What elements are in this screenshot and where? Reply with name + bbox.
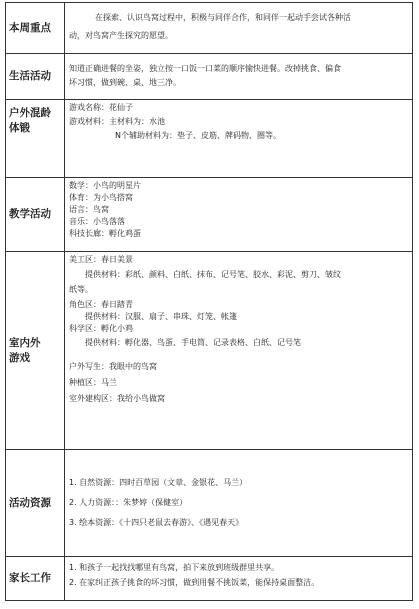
label-weekly-focus [6, 3, 65, 54]
spacer [69, 349, 409, 361]
label-games-line1: 室内外 [9, 336, 41, 349]
row-weekly-focus [6, 3, 413, 54]
row-games [6, 252, 413, 450]
outdoor-aux-material: N个辅助材料为：垫子、皮筋、牌码物、圈等。 [115, 131, 281, 140]
games-science-materials: 提供材料：孵化器、鸟蛋、手电筒、记录表格、白纸、记号笔 [85, 338, 301, 347]
weekly-plan-document [5, 2, 413, 606]
games-art-materials-1: 提供材料：彩纸、颜料、白纸、抹布、记号笔、胶水、彩泥、剪刀、皱纹 [85, 270, 341, 279]
label-text: 生活活动 [9, 70, 51, 82]
focus-line-2: 动，对鸟窝产生探究的愿望。 [69, 31, 173, 40]
content-games [65, 252, 413, 450]
weekly-plan-table [5, 2, 413, 601]
label-text: 家长工作 [9, 572, 51, 584]
games-role-materials: 提供材料：汉服、扇子、串珠、灯笼、帐篷 [85, 312, 237, 321]
games-planting-area: 种植区：马兰 [69, 378, 117, 387]
outdoor-game-name: 游戏名称：花仙子 [69, 103, 133, 112]
spacer [69, 509, 409, 517]
label-outdoor-line1: 户外混龄 [9, 107, 51, 119]
content-outdoor [65, 100, 413, 178]
label-text: 本周重点 [9, 21, 51, 34]
label-life-activity [6, 54, 65, 100]
label-outdoor-line2: 体锻 [9, 122, 30, 134]
resource-item: 3. 绘本资源：《十四只老鼠去春游》、《遇见春天》 [69, 518, 244, 527]
row-family [6, 557, 413, 601]
teaching-item: 语言：鸟窝 [69, 205, 109, 214]
content-weekly-focus [65, 3, 413, 54]
games-outdoor-sketch: 户外写生：我眼中的鸟窝 [69, 362, 157, 371]
label-text: 活动资源 [9, 496, 51, 509]
teaching-item: 科技长廊：孵化鸡蛋 [69, 229, 141, 238]
games-role-area: 角色区：春日踏青 [69, 300, 133, 309]
label-games-line2: 游戏 [9, 351, 30, 364]
spacer [69, 489, 409, 497]
teaching-item: 数学：小鸟的明星片 [69, 181, 141, 190]
outdoor-main-material: 游戏材料：主材料为：水池 [69, 117, 165, 126]
content-teaching [65, 178, 413, 252]
label-family [6, 557, 65, 601]
label-resources [6, 450, 65, 557]
teaching-item: 音乐：小鸟落落 [69, 217, 125, 226]
label-text: 教学活动 [9, 208, 51, 220]
family-item: 2. 在家纠正孩子挑食的坏习惯，做到用餐不挑饭菜，能保持桌面整洁。 [69, 578, 320, 587]
label-teaching [6, 178, 65, 252]
games-science-area: 科学区：孵化小鸡 [69, 324, 133, 333]
label-games [6, 252, 65, 450]
games-outdoor-building: 室外建构区：我给小鸟做窝 [69, 394, 165, 403]
label-outdoor [6, 100, 65, 178]
content-family [65, 557, 413, 601]
resource-item: 2. 人力资源：：朱梦婷（保健室） [69, 498, 188, 507]
content-resources [65, 450, 413, 557]
content-life-activity [65, 54, 413, 100]
row-resources [6, 450, 413, 557]
games-art-materials-2: 纸等。 [69, 285, 93, 294]
life-line-2: 坏习惯，做到碗、桌、地三净。 [69, 78, 181, 87]
row-life-activity [6, 54, 413, 100]
games-art-area: 美工区：春日美景 [69, 255, 133, 264]
family-item: 1. 和孩子一起找找哪里有鸟窝，拍下来放到班级群里共享。 [69, 563, 280, 572]
row-teaching [6, 178, 413, 252]
life-line-1: 知道正确进餐的坐姿，独立按一口饭一口菜的顺序愉快进餐。改掉挑食、偏食 [69, 64, 341, 73]
row-outdoor [6, 100, 413, 178]
focus-line-1: 在探索、认识鸟窝过程中，积极与同伴合作，和同伴一起动手尝试各种活 [95, 13, 351, 22]
resource-item: 1. 自然资源：四时百草园（文章、金银花、马兰） [69, 478, 248, 487]
teaching-item: 体育：为小鸟搭窝 [69, 193, 133, 202]
